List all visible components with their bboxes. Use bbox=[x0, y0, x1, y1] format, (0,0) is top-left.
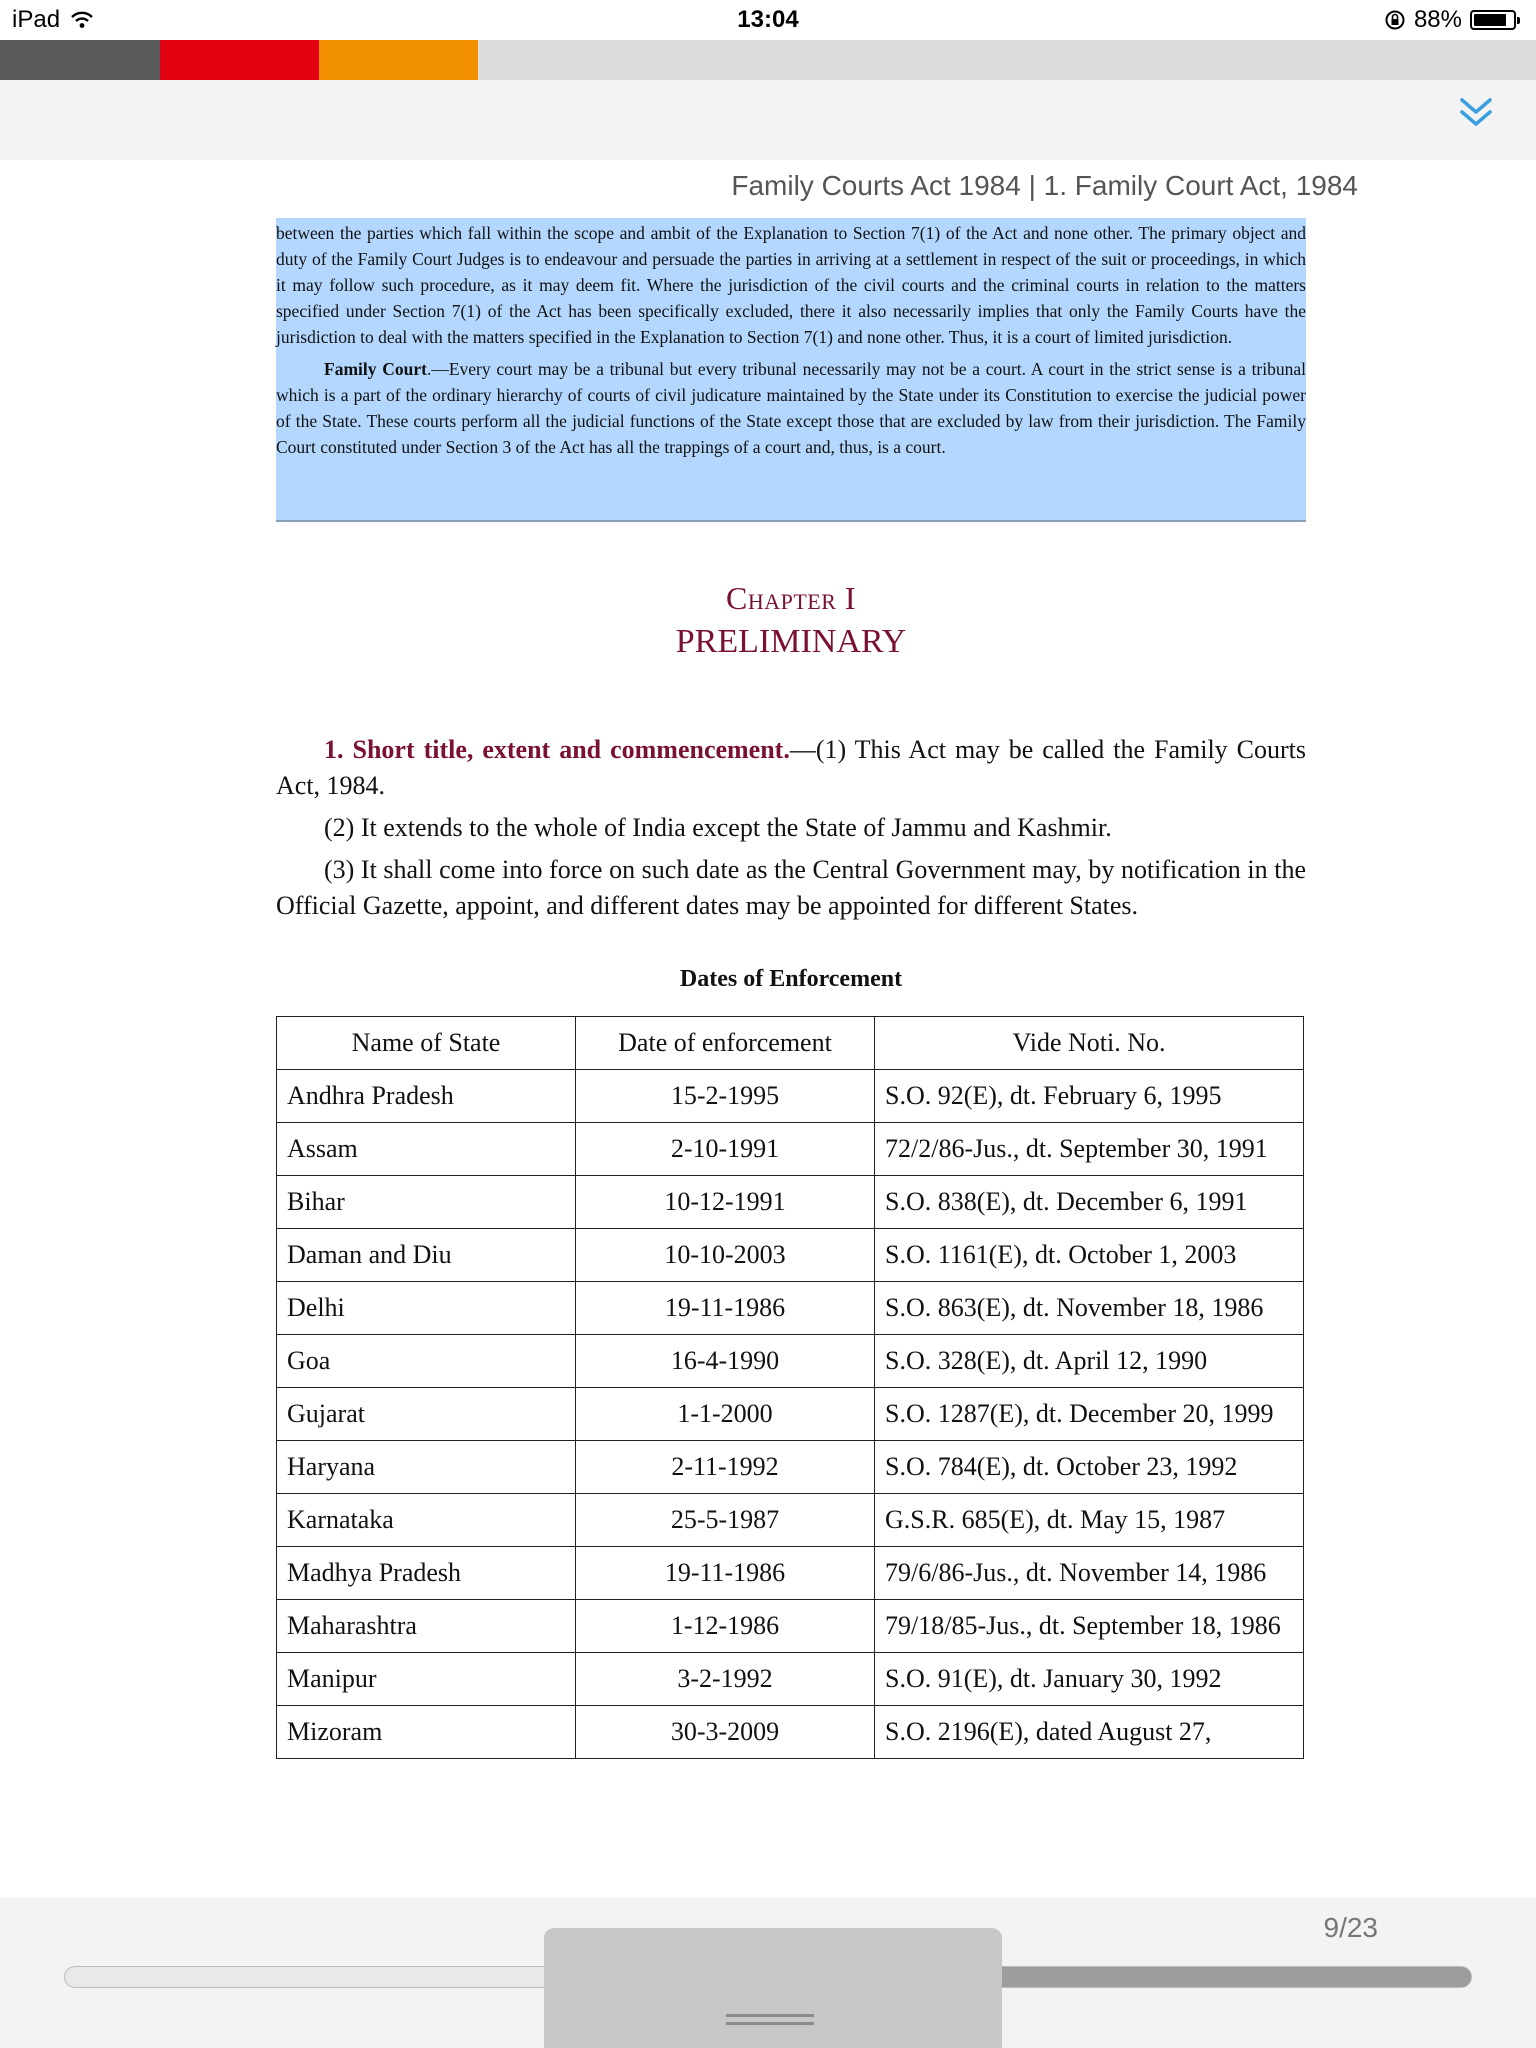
date-cell: 16-4-1990 bbox=[576, 1335, 875, 1388]
enforcement-table bbox=[276, 1016, 1304, 1759]
header-notification: Vide Noti. No. bbox=[875, 1017, 1304, 1070]
header-state: Name of State bbox=[277, 1017, 576, 1070]
notification-cell: S.O. 784(E), dt. October 23, 1992 bbox=[875, 1441, 1304, 1494]
tab-orange[interactable] bbox=[319, 40, 478, 80]
tab-red[interactable] bbox=[160, 40, 319, 80]
notification-cell: G.S.R. 685(E), dt. May 15, 1987 bbox=[875, 1494, 1304, 1547]
state-cell: Bihar bbox=[277, 1176, 576, 1229]
clock: 13:04 bbox=[737, 6, 799, 33]
date-cell: 10-12-1991 bbox=[576, 1176, 875, 1229]
state-cell: Assam bbox=[277, 1123, 576, 1176]
section-1-title: 1. Short title, extent and commencement. bbox=[324, 735, 790, 764]
table-header-row bbox=[277, 1017, 1304, 1070]
battery-percent: 88% bbox=[1413, 6, 1462, 33]
enforcement-table-container[interactable] bbox=[276, 1016, 1304, 1860]
state-cell: Mizoram bbox=[277, 1706, 576, 1759]
date-cell: 2-10-1991 bbox=[576, 1123, 875, 1176]
table-row bbox=[277, 1494, 1304, 1547]
notification-cell: S.O. 1161(E), dt. October 1, 2003 bbox=[875, 1229, 1304, 1282]
chapter-heading bbox=[276, 580, 1306, 661]
table-title: Dates of Enforcement bbox=[679, 966, 903, 992]
date-cell: 3-2-1992 bbox=[576, 1653, 875, 1706]
date-cell: 2-11-1992 bbox=[576, 1441, 875, 1494]
device-name: iPad bbox=[12, 6, 61, 33]
date-cell: 30-3-2009 bbox=[576, 1706, 875, 1759]
date-cell: 25-5-1987 bbox=[576, 1494, 875, 1547]
battery-icon bbox=[1470, 10, 1516, 30]
date-cell: 1-12-1986 bbox=[576, 1600, 875, 1653]
date-cell: 19-11-1986 bbox=[576, 1282, 875, 1335]
drawer-handle[interactable] bbox=[544, 1928, 1002, 2048]
state-cell: Karnataka bbox=[277, 1494, 576, 1547]
date-cell: 15-2-1995 bbox=[576, 1070, 875, 1123]
state-cell: Goa bbox=[277, 1335, 576, 1388]
highlighted-passage[interactable] bbox=[276, 218, 1306, 522]
table-row bbox=[277, 1653, 1304, 1706]
state-cell: Daman and Diu bbox=[277, 1229, 576, 1282]
section-1-subsection-1 bbox=[276, 732, 1306, 804]
state-cell: Haryana bbox=[277, 1441, 576, 1494]
section-1-text-1: —(1) This Act may be called the Family Courts Act, 1984. bbox=[276, 735, 1306, 800]
chapter-number: Chapter I bbox=[725, 580, 857, 616]
page-indicator: 9/23 bbox=[1323, 1912, 1378, 1943]
table-row bbox=[277, 1123, 1304, 1176]
header-date: Date of enforcement bbox=[576, 1017, 875, 1070]
section-1-subsection-3: (3) It shall come into force on such date as the Central Government may, by notification in the Official Gazette, appoint, and different dates may be appointed for different States. bbox=[276, 855, 1306, 920]
table-row bbox=[277, 1441, 1304, 1494]
table-row bbox=[277, 1335, 1304, 1388]
reader-toolbar bbox=[0, 80, 1536, 160]
chapter-title: PRELIMINARY bbox=[675, 623, 907, 660]
date-cell: 19-11-1986 bbox=[576, 1547, 875, 1600]
notification-cell: S.O. 328(E), dt. April 12, 1990 bbox=[875, 1335, 1304, 1388]
notification-cell: 72/2/86-Jus., dt. September 30, 1991 bbox=[875, 1123, 1304, 1176]
table-row bbox=[277, 1070, 1304, 1123]
family-court-heading: Family Court bbox=[324, 359, 427, 379]
table-row bbox=[277, 1176, 1304, 1229]
notification-cell: S.O. 1287(E), dt. December 20, 1999 bbox=[875, 1388, 1304, 1441]
section-1 bbox=[276, 732, 1306, 930]
status-bar bbox=[0, 0, 1536, 40]
highlight-paragraph-2-text: .—Every court may be a tribunal but every tribunal necessarily may not be a court. A court in the strict sense is a tribunal which is a part of the ordinary hierarchy of courts of civil judicature maintained by the State under its Constitution to exercise the judicial power of the State. These courts perform all the judicial functions of the State except those that are excluded by law from their jurisdiction. The Family Court constituted under Section 3 of the Act has all the trappings of a court and, thus, is a court. bbox=[276, 359, 1306, 457]
table-row bbox=[277, 1229, 1304, 1282]
orientation-lock-icon bbox=[1384, 9, 1406, 31]
highlight-paragraph-1: between the parties which fall within the scope and ambit of the Explanation to Section 7(1) of the Act and none other. The primary object and duty of the Family Court Judges is to endeavour and persuade the parties in arriving at a settlement in respect of the suit or proceedings, in which it may follow such procedure, as it may deem fit. Where the jurisdiction of the civil courts and the criminal courts in relation to the matters specified under Section 7(1) of the Act has been specifically excluded, there it also necessarily implies that only the Family Courts have the jurisdiction to deal with the matters specified in the Explanation to Section 7(1) and none other. Thus, it is a court of limited jurisdiction. bbox=[276, 223, 1306, 347]
date-cell: 1-1-2000 bbox=[576, 1388, 875, 1441]
section-1-subsection-2: (2) It extends to the whole of India except the State of Jammu and Kashmir. bbox=[324, 813, 1112, 842]
state-cell: Maharashtra bbox=[277, 1600, 576, 1653]
table-row bbox=[277, 1600, 1304, 1653]
grip-icon bbox=[726, 2014, 814, 2032]
running-head: Family Courts Act 1984 | 1. Family Court Act, 1984 bbox=[731, 170, 1358, 201]
double-chevron-down-icon[interactable] bbox=[1456, 92, 1496, 132]
state-cell: Manipur bbox=[277, 1653, 576, 1706]
notification-cell: S.O. 91(E), dt. January 30, 1992 bbox=[875, 1653, 1304, 1706]
table-row bbox=[277, 1388, 1304, 1441]
color-tab-bar bbox=[0, 40, 1536, 80]
notification-cell: S.O. 2196(E), dated August 27, bbox=[875, 1706, 1304, 1759]
notification-cell: 79/6/86-Jus., dt. November 14, 1986 bbox=[875, 1547, 1304, 1600]
notification-cell: S.O. 863(E), dt. November 18, 1986 bbox=[875, 1282, 1304, 1335]
state-cell: Delhi bbox=[277, 1282, 576, 1335]
table-row bbox=[277, 1706, 1304, 1759]
table-row bbox=[277, 1547, 1304, 1600]
highlight-paragraph-2 bbox=[276, 356, 1306, 460]
notification-cell: 79/18/85-Jus., dt. September 18, 1986 bbox=[875, 1600, 1304, 1653]
notification-cell: S.O. 838(E), dt. December 6, 1991 bbox=[875, 1176, 1304, 1229]
page-slider-progress bbox=[65, 1967, 600, 1987]
table-row bbox=[277, 1282, 1304, 1335]
state-cell: Andhra Pradesh bbox=[277, 1070, 576, 1123]
state-cell: Gujarat bbox=[277, 1388, 576, 1441]
state-cell: Madhya Pradesh bbox=[277, 1547, 576, 1600]
tab-dark-gray[interactable] bbox=[0, 40, 160, 80]
date-cell: 10-10-2003 bbox=[576, 1229, 875, 1282]
notification-cell: S.O. 92(E), dt. February 6, 1995 bbox=[875, 1070, 1304, 1123]
